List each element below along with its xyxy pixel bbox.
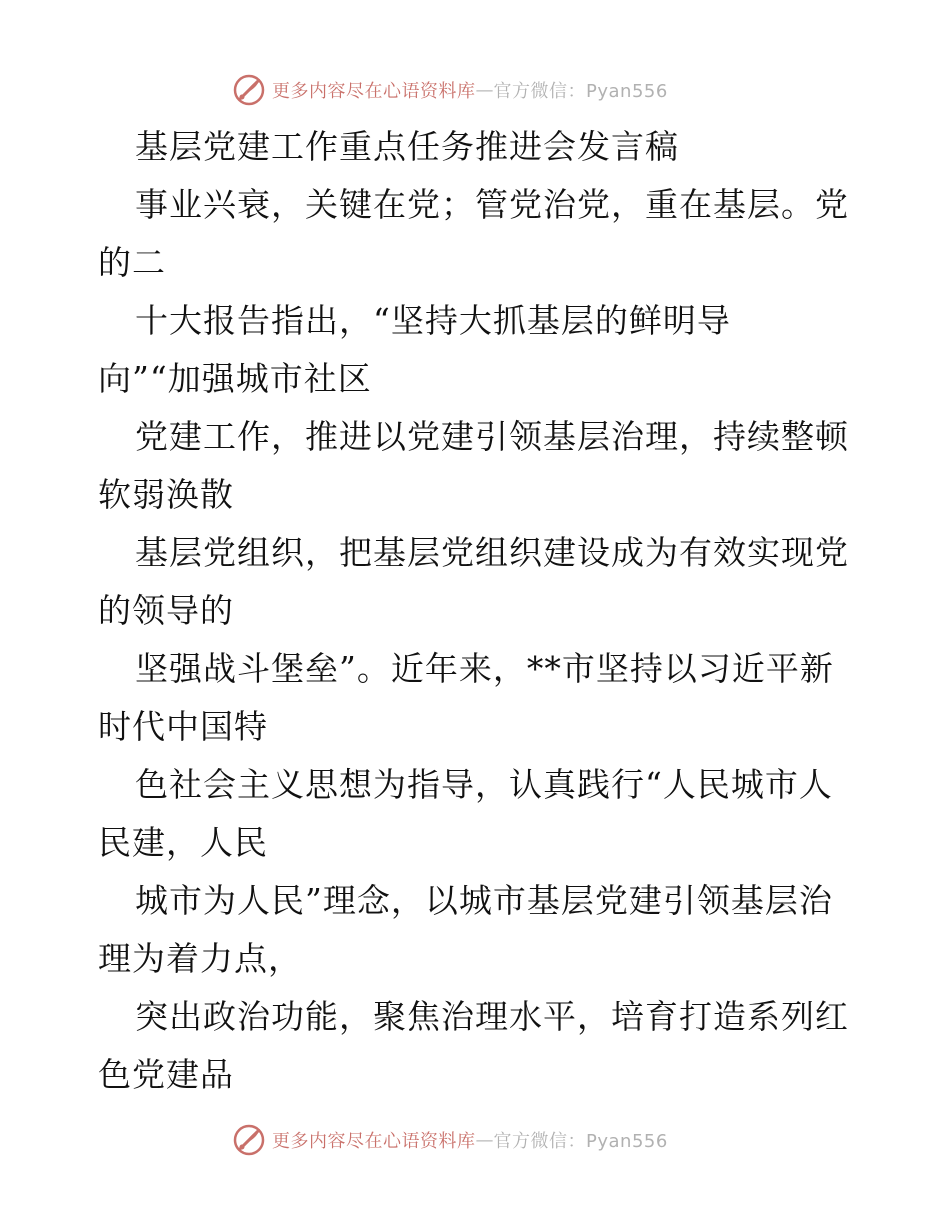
paragraph-line: 时代中国特 [98,707,268,746]
paragraph-line: 突出政治功能，聚焦治理水平，培育打造系列红 [135,997,849,1036]
footer-watermark [232,1122,668,1158]
watermark-site-text: 更多内容尽在心语资料库 [272,1131,476,1152]
paragraph-line: 色社会主义思想为指导，认真践行“人民城市人 [135,765,833,804]
paragraph-line: 党建工作，推进以党建引领基层治理，持续整顿 [135,417,849,456]
paragraph-line: 理为着力点， [98,939,302,978]
watermark-site-text: 更多内容尽在心语资料库 [272,81,476,102]
paragraph-line: 十大报告指出，“坚持大抓基层的鲜明导 [135,301,731,340]
quill-logo-icon [232,73,266,107]
paragraph-line: 的二 [98,243,166,282]
paragraph-line: 色党建品 [98,1055,234,1094]
paragraph-line: 事业兴衰，关键在党；管党治党，重在基层。党 [135,185,849,224]
paragraph-line: 基层党组织，把基层党组织建设成为有效实现党 [135,533,849,572]
header-watermark [232,72,668,108]
watermark-separator: — [475,79,494,101]
paragraph-line: 软弱涣散 [98,475,234,514]
paragraph-line: 的领导的 [98,591,234,630]
document-title: 基层党建工作重点任务推进会发言稿 [135,127,679,166]
document-body [98,118,858,1104]
watermark-wechat-text: 官方微信：Pyan556 [493,1131,668,1152]
quill-logo-icon [232,1123,266,1157]
watermark-wechat-text: 官方微信：Pyan556 [493,81,668,102]
paragraph-line: 坚强战斗堡垒”。近年来，**市坚持以习近平新 [135,649,834,688]
paragraph-line: 向”“加强城市社区 [98,359,372,398]
paragraph-line: 城市为人民”理念，以城市基层党建引领基层治 [135,881,833,920]
paragraph-line: 民建，人民 [98,823,268,862]
watermark-separator: — [475,1129,494,1151]
